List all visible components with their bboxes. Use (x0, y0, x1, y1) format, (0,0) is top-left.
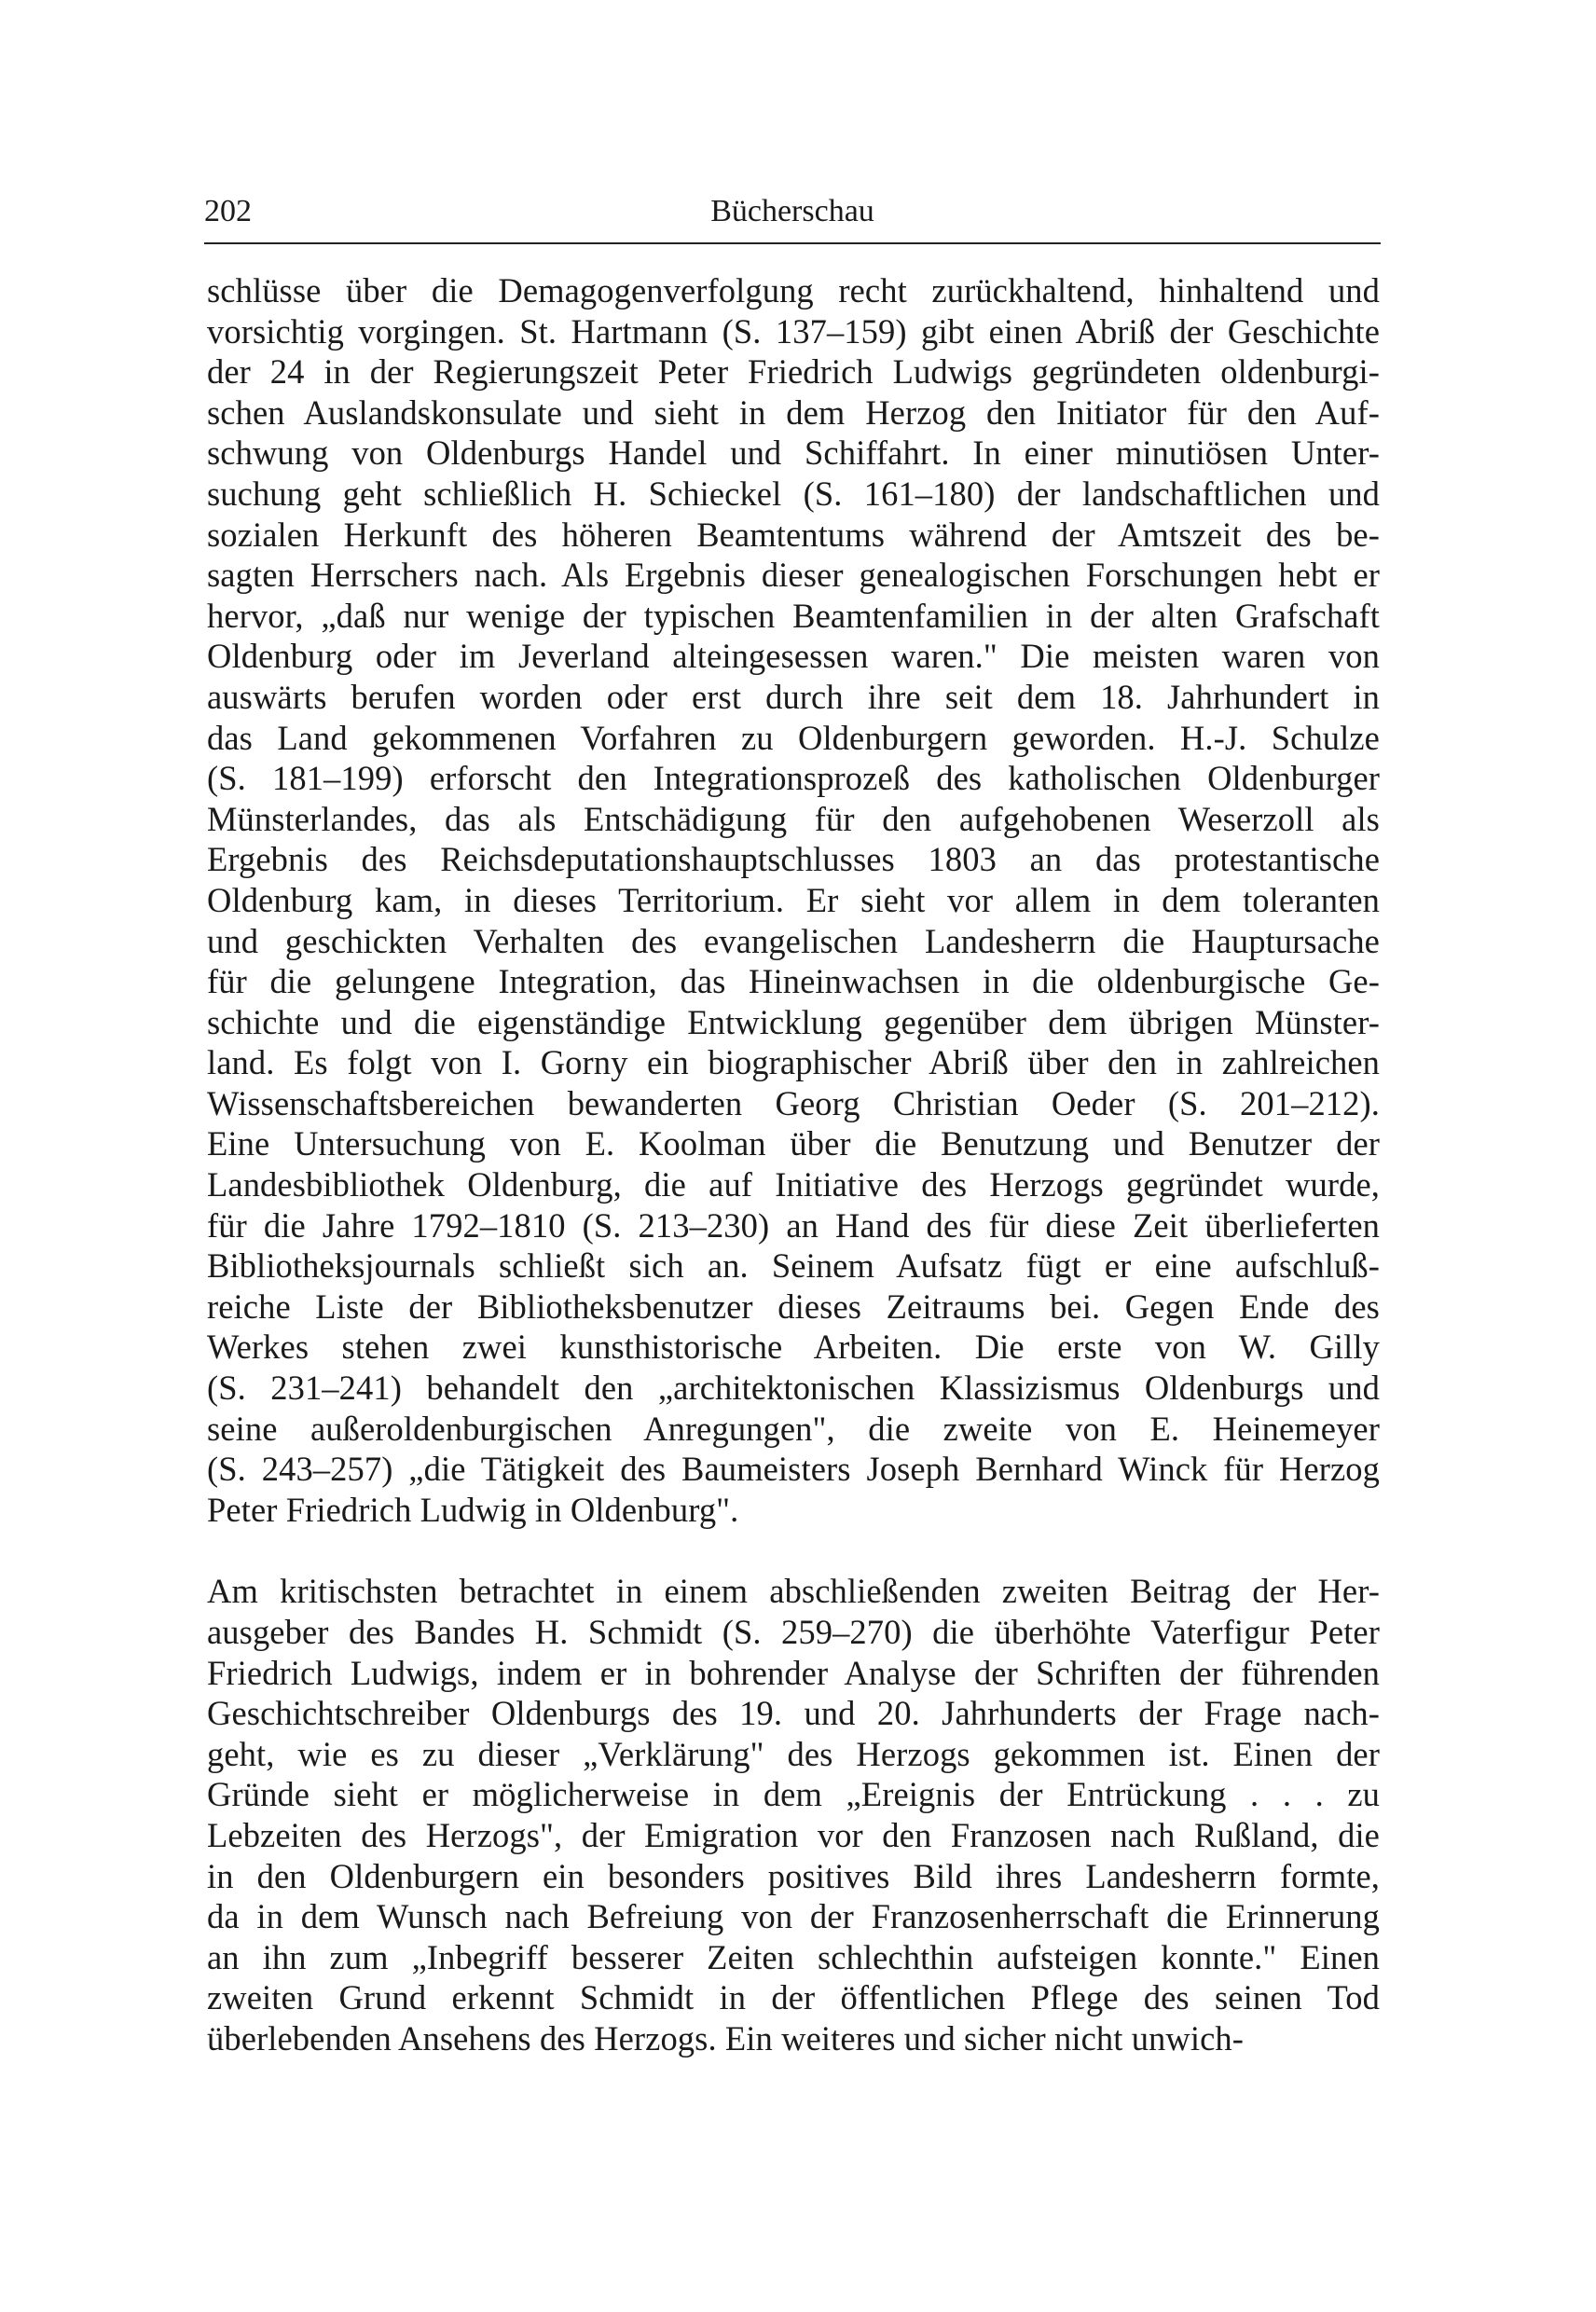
text-line: (S. 243–257) „die Tätigkeit des Baumeisters Joseph Bernhard Winck für Herzog (207, 1450, 1380, 1489)
text-line: für die gelungene Integration, das Hineinwachsen in die oldenburgische Ge- (207, 962, 1380, 1001)
text-line: Lebzeiten des Herzogs", der Emigration vor den Franzosen nach Rußland, die (207, 1815, 1380, 1854)
text-line: land. Es folgt von I. Gorny ein biographischer Abriß über den in zahlreichen (207, 1043, 1380, 1082)
text-line: hervor, „daß nur wenige der typischen Beamtenfamilien in der alten Grafschaft (207, 596, 1380, 635)
text-line: für die Jahre 1792–1810 (S. 213–230) an Hand des für diese Zeit überlieferten (207, 1205, 1380, 1245)
text-line: Ergebnis des Reichsdeputationshauptschlusses 1803 an das protestantische (207, 840, 1380, 879)
header-rule (204, 242, 1381, 244)
text-line: Eine Untersuchung von E. Koolman über die Benutzung und Benutzer der (207, 1124, 1380, 1163)
text-line: (S. 231–241) behandelt den „architektonischen Klassizismus Oldenburgs und (207, 1369, 1380, 1408)
text-line: Am kritischsten betrachtet in einem abschließenden zweiten Beitrag der Her- (207, 1572, 1380, 1611)
running-title: Bücherschau (710, 194, 874, 228)
text-line: an ihn zum „Inbegriff besserer Zeiten schlechthin aufsteigen konnte." Einen (207, 1937, 1380, 1976)
text-line: schwung von Oldenburgs Handel und Schiffahrt. In einer minutiösen Unter- (207, 434, 1380, 473)
text-line: Oldenburg kam, in dieses Territorium. Er sieht vor allem in dem toleranten (207, 880, 1380, 919)
text-line: das Land gekommenen Vorfahren zu Oldenburgern geworden. H.-J. Schulze (207, 718, 1380, 757)
running-head (204, 186, 1381, 237)
text-line: Bibliotheksjournals schließt sich an. Seinem Aufsatz fügt er eine aufschluß- (207, 1246, 1380, 1286)
text-line: Friedrich Ludwigs, indem er in bohrender Analyse der Schriften der führenden (207, 1653, 1380, 1692)
text-line: sozialen Herkunft des höheren Beamtentums während der Amtszeit des be- (207, 515, 1380, 554)
text-line: zweiten Grund erkennt Schmidt in der öffentlichen Pflege des seinen Tod (207, 1978, 1380, 2017)
text-line: überlebenden Ansehens des Herzogs. Ein weiteres und sicher nicht unwich- (207, 2018, 1245, 2057)
text-line: suchung geht schließlich H. Schieckel (S. 161–180) der landschaftlichen und (207, 474, 1380, 513)
text-line: Werkes stehen zwei kunsthistorische Arbeiten. Die erste von W. Gilly (207, 1328, 1380, 1367)
text-line: auswärts berufen worden oder erst durch ihre seit dem 18. Jahrhundert in (207, 677, 1380, 716)
text-line: schichte und die eigenständige Entwicklung gegenüber dem übrigen Münster- (207, 1002, 1380, 1041)
text-line: da in dem Wunsch nach Befreiung von der Franzosenherrschaft die Erinnerung (207, 1897, 1380, 1936)
text-line: seine außeroldenburgischen Anregungen", die zweite von E. Heinemeyer (207, 1409, 1380, 1448)
text-line: sagten Herrschers nach. Als Ergebnis dieser genealogischen Forschungen hebt er (207, 556, 1380, 595)
text-line: reiche Liste der Bibliotheksbenutzer dieses Zeitraums bei. Gegen Ende des (207, 1287, 1380, 1326)
body-text (207, 270, 1380, 2059)
text-line: Wissenschaftsbereichen bewanderten Georg Christian Oeder (S. 201–212). (207, 1083, 1380, 1122)
text-line: Münsterlandes, das als Entschädigung für den aufgehobenen Weserzoll als (207, 799, 1380, 838)
text-line: Peter Friedrich Ludwig in Oldenburg". (207, 1490, 739, 1529)
text-line: Landesbibliothek Oldenburg, die auf Initiative des Herzogs gegründet wurde, (207, 1165, 1380, 1204)
paragraph-1 (207, 270, 1380, 1530)
text-line: schen Auslandskonsulate und sieht in dem Herzog den Initiator für den Auf- (207, 392, 1380, 432)
text-line: Geschichtschreiber Oldenburgs des 19. und 20. Jahrhunderts der Frage nach- (207, 1694, 1380, 1733)
text-line: und geschickten Verhalten des evangelischen Landesherrn die Hauptursache (207, 921, 1380, 960)
text-line: in den Oldenburgern ein besonders positives Bild ihres Landesherrn formte, (207, 1856, 1380, 1895)
text-line: Gründe sieht er möglicherweise in dem „Ereignis der Entrückung . . . zu (207, 1775, 1380, 1814)
text-line: geht, wie es zu dieser „Verklärung" des Herzogs gekommen ist. Einen der (207, 1734, 1380, 1773)
text-line: ausgeber des Bandes H. Schmidt (S. 259–270) die überhöhte Vaterfigur Peter (207, 1613, 1380, 1651)
text-line: vorsichtig vorgingen. St. Hartmann (S. 137–159) gibt einen Abriß der Geschichte (207, 311, 1380, 351)
page-number: 202 (204, 194, 252, 228)
paragraph-2 (207, 1571, 1380, 2058)
text-line: der 24 in der Regierungszeit Peter Friedrich Ludwigs gegründeten oldenburgi- (207, 352, 1380, 392)
paragraph-gap (207, 1530, 1380, 1571)
text-line: schlüsse über die Demagogenverfolgung recht zurückhaltend, hinhaltend und (207, 271, 1380, 310)
text-line: Oldenburg oder im Jeverland alteingesessen waren." Die meisten waren von (207, 637, 1380, 676)
text-line: (S. 181–199) erforscht den Integrationsprozeß des katholischen Oldenburger (207, 759, 1380, 798)
